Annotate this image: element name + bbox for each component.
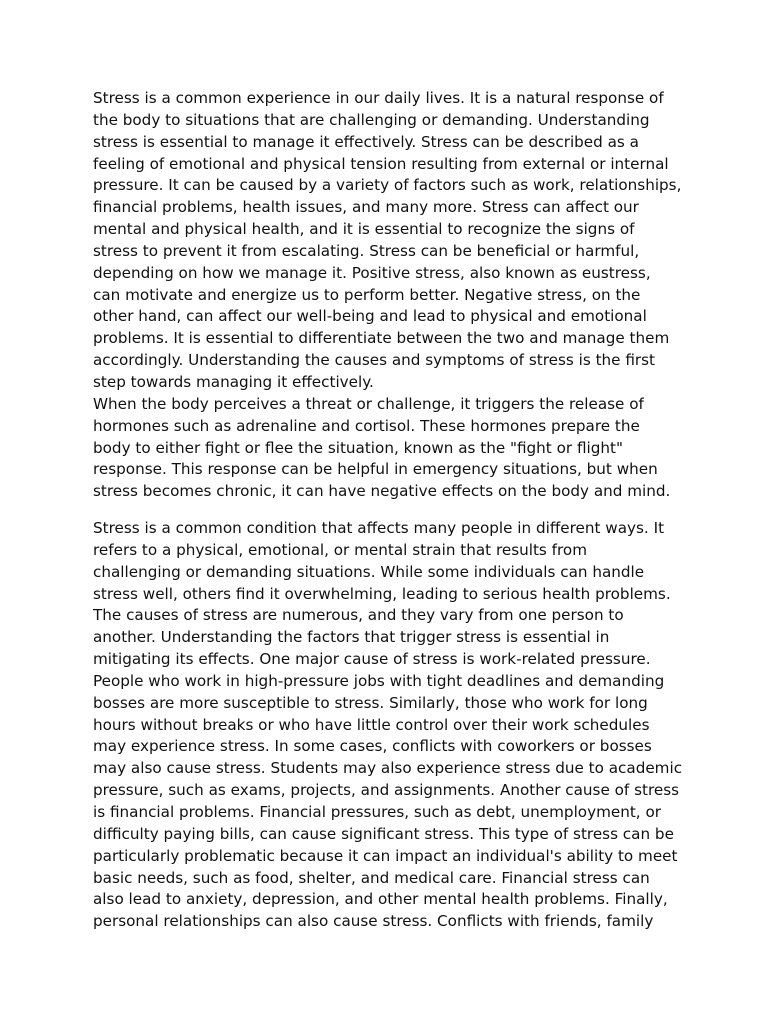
paragraph-line: refers to a physical, emotional, or mental strain that results from: [93, 540, 588, 559]
paragraph-line: pressure. It can be caused by a variety of factors such as work, relationships,: [93, 176, 682, 195]
paragraph-line: hours without breaks or who have little control over their work schedules: [93, 715, 650, 734]
paragraph-line: is financial problems. Financial pressures, such as debt, unemployment, or: [93, 802, 661, 821]
paragraph-line: particularly problematic because it can impact an individual's ability to meet: [93, 846, 678, 865]
paragraph-line: challenging or demanding situations. While some individuals can handle: [93, 562, 645, 581]
paragraph-line: feeling of emotional and physical tension resulting from external or internal: [93, 154, 669, 173]
paragraph-line: difficulty paying bills, can cause significant stress. This type of stress can be: [93, 824, 674, 843]
paragraph-line: step towards managing it effectively.: [93, 372, 374, 391]
paragraph-line: basic needs, such as food, shelter, and medical care. Financial stress can: [93, 868, 650, 887]
paragraph-3: [93, 518, 693, 933]
paragraph-line: problems. It is essential to differentiate between the two and manage them: [93, 329, 670, 348]
paragraph-line: stress well, others find it overwhelming, leading to serious health problems.: [93, 584, 671, 603]
paragraph-line: depending on how we manage it. Positive stress, also known as eustress,: [93, 263, 651, 282]
paragraph-line: stress to prevent it from escalating. Stress can be beneficial or harmful,: [93, 241, 640, 260]
paragraph-line: body to either fight or flee the situation, known as the "fight or flight": [93, 438, 623, 457]
paragraph-line: The causes of stress are numerous, and they vary from one person to: [93, 606, 624, 625]
paragraph-line: other hand, can affect our well-being and lead to physical and emotional: [93, 307, 647, 326]
paragraph-line: may also cause stress. Students may also experience stress due to academic: [93, 759, 683, 778]
paragraph-line: the body to situations that are challenging or demanding. Understanding: [93, 110, 650, 129]
paragraph-line: Stress is a common experience in our daily lives. It is a natural response of: [93, 89, 664, 107]
paragraph-line: When the body perceives a threat or challenge, it triggers the release of: [93, 394, 644, 413]
paragraph-line: Stress is a common condition that affects many people in different ways. It: [93, 519, 665, 537]
text-block-bottom: [93, 518, 693, 933]
paragraph-line: stress becomes chronic, it can have negative effects on the body and mind.: [93, 482, 671, 501]
paragraph-line: financial problems, health issues, and many more. Stress can affect our: [93, 198, 639, 217]
paragraph-line: hormones such as adrenaline and cortisol. These hormones prepare the: [93, 416, 640, 435]
paragraph-2: [93, 394, 693, 503]
paragraph-line: can motivate and energize us to perform better. Negative stress, on the: [93, 285, 641, 304]
paragraph-line: may experience stress. In some cases, conflicts with coworkers or bosses: [93, 737, 652, 756]
paragraph-line: personal relationships can also cause stress. Conflicts with friends, family: [93, 912, 654, 931]
paragraph-line: also lead to anxiety, depression, and other mental health problems. Finally,: [93, 890, 668, 909]
text-block-top: [93, 88, 693, 503]
paragraph-line: mental and physical health, and it is essential to recognize the signs of: [93, 220, 635, 239]
paragraph-line: stress is essential to manage it effectively. Stress can be described as a: [93, 132, 639, 151]
paragraph-line: response. This response can be helpful in emergency situations, but when: [93, 460, 658, 479]
paragraph-line: People who work in high-pressure jobs with tight deadlines and demanding: [93, 671, 665, 690]
paragraph-line: pressure, such as exams, projects, and assignments. Another cause of stress: [93, 781, 680, 800]
paragraph-line: mitigating its effects. One major cause of stress is work-related pressure.: [93, 650, 651, 669]
paragraph-line: another. Understanding the factors that trigger stress is essential in: [93, 628, 610, 647]
paragraph-1: [93, 88, 693, 394]
paragraph-line: bosses are more susceptible to stress. Similarly, those who work for long: [93, 693, 648, 712]
paragraph-line: accordingly. Understanding the causes and symptoms of stress is the first: [93, 351, 656, 370]
